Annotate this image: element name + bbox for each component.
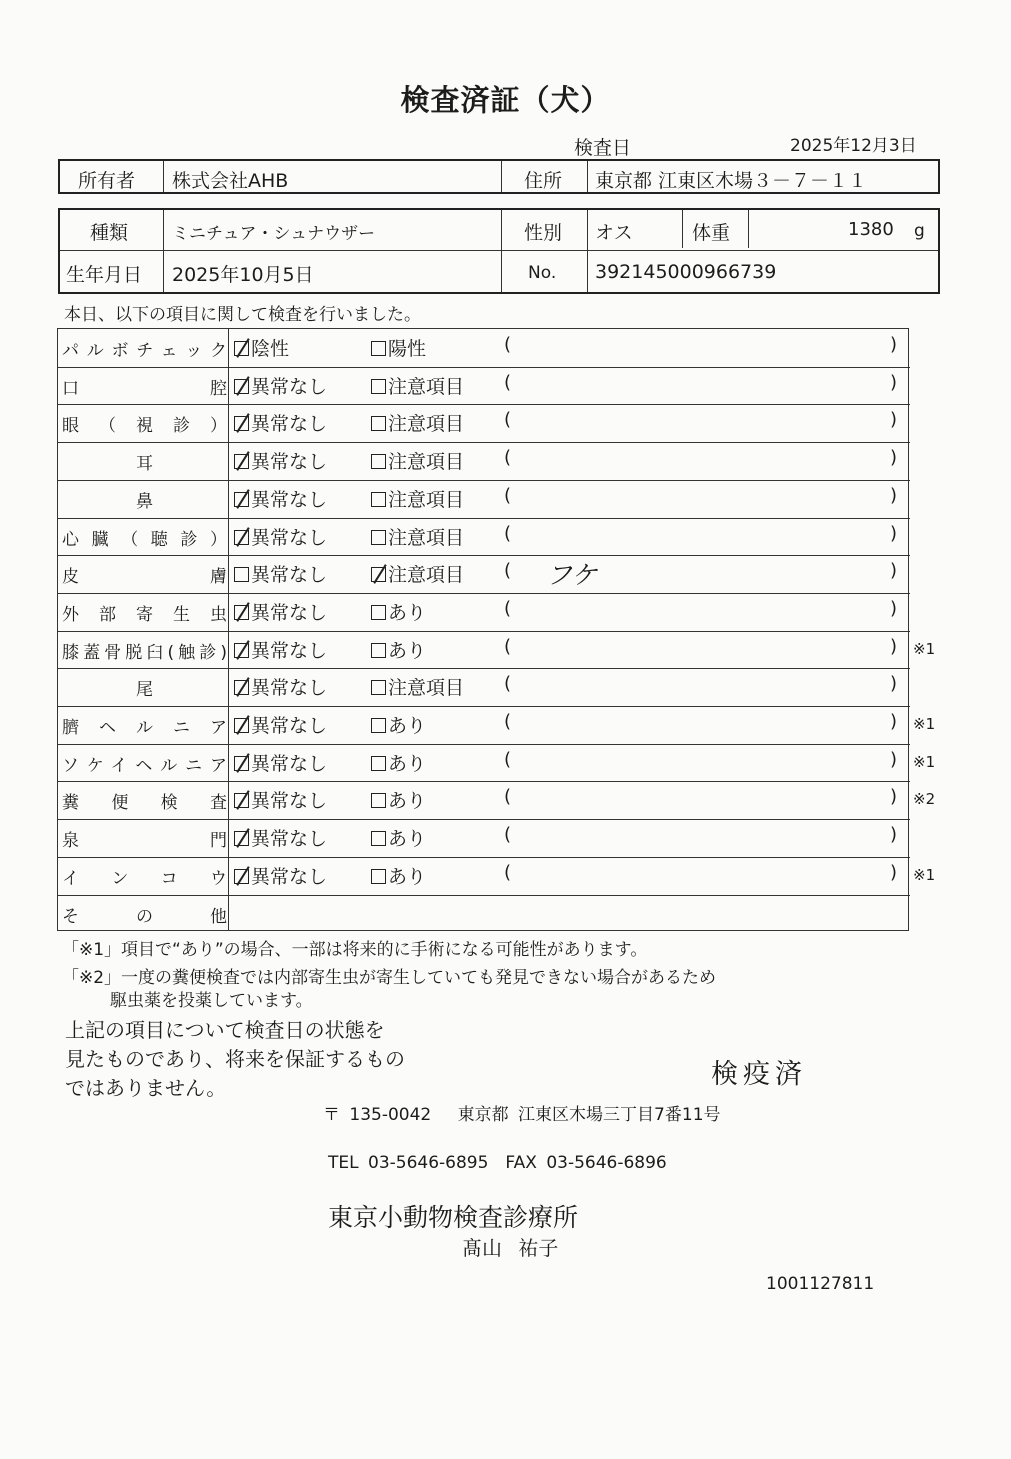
sex-label: 性別 <box>524 222 563 244</box>
option-normal <box>234 523 327 550</box>
option-normal <box>234 786 327 813</box>
footnote-2: 「※2」一度の糞便検査では内部寄生虫が寄生していても発見できない場合があるため <box>62 968 717 988</box>
checkbox-icon[interactable] <box>371 680 386 695</box>
disclaimer-line-2: 見たものであり、将来を保証するもの <box>65 1047 405 1071</box>
checkbox-icon[interactable] <box>371 793 386 808</box>
clinic-name: 東京小動物検査診療所 <box>328 1203 579 1232</box>
check-row <box>58 744 936 782</box>
check-row <box>58 668 910 706</box>
option-normal-label: 異常なし <box>251 715 328 737</box>
check-item-label: 臍ヘルニア <box>62 718 227 738</box>
option-normal-label: 異常なし <box>251 413 328 436</box>
option-normal <box>234 485 327 512</box>
quarantine-stamp: 検疫済 <box>711 1059 807 1090</box>
option-normal <box>234 560 327 587</box>
option-finding <box>371 409 464 436</box>
option-finding <box>371 673 464 700</box>
checkbox-icon[interactable] <box>234 643 249 658</box>
paren-open: ( <box>504 522 512 544</box>
paren-open: ( <box>504 635 512 657</box>
sex-value: オス <box>595 222 633 244</box>
checkbox-icon[interactable] <box>371 530 386 545</box>
option-normal <box>234 636 327 663</box>
checkbox-icon[interactable] <box>234 492 249 507</box>
checkbox-icon[interactable] <box>371 454 386 469</box>
option-normal-label: 異常なし <box>251 677 328 700</box>
weight-unit: g <box>914 221 925 241</box>
exam-date-value: 2025年12月3日 <box>790 136 917 156</box>
paren-close: ) <box>890 560 898 582</box>
owner-label: 所有者 <box>78 170 136 192</box>
checkbox-icon[interactable] <box>234 379 249 394</box>
handwritten-note: フケ <box>546 561 598 592</box>
footnote-1: 「※1」項目で“あり”の場合、一部は将来的に手術になる可能性があります。 <box>62 940 648 960</box>
option-finding-label: 注意項目 <box>388 413 465 436</box>
paren-open: ( <box>504 861 512 883</box>
check-row <box>58 367 910 405</box>
no-value: 392145000966739 <box>595 261 777 283</box>
kind-value: ミニチュア・シュナウザー <box>172 224 376 244</box>
owner-value: 株式会社AHB <box>172 170 289 192</box>
paren-close: ) <box>890 334 898 355</box>
option-finding-label: あり <box>388 790 427 813</box>
option-finding <box>371 334 426 361</box>
option-finding <box>371 749 426 776</box>
check-item-label: 外部寄生虫 <box>62 604 227 625</box>
checkbox-icon[interactable] <box>234 718 249 733</box>
check-row <box>58 631 936 669</box>
weight-label: 体重 <box>692 222 731 244</box>
check-item-label: 膝蓋骨脱臼(触診) <box>62 642 227 663</box>
option-normal-label: 異常なし <box>251 865 328 888</box>
paren-close: ) <box>890 597 898 619</box>
option-normal <box>234 824 327 851</box>
pet-info-box <box>58 208 940 294</box>
paren-open: ( <box>504 597 512 619</box>
footnote-2-cont: 駆虫薬を投薬しています。 <box>110 991 313 1011</box>
option-normal <box>234 673 327 700</box>
paren-close: ) <box>890 786 898 808</box>
check-item-label: 糞便検査 <box>62 793 227 814</box>
option-finding <box>371 636 426 663</box>
owner-box <box>58 159 940 194</box>
option-finding-label: 注意項目 <box>388 451 465 474</box>
clinic-tel-fax: TEL 03-5646-6895 FAX 03-5646-6896 <box>328 1153 667 1173</box>
check-item-label: パルボチェック <box>62 341 227 361</box>
option-finding-label: あり <box>388 752 427 775</box>
paren-close: ) <box>890 371 898 393</box>
option-finding-label: あり <box>388 828 427 851</box>
paren-close: ) <box>890 635 898 657</box>
kind-label: 種類 <box>90 222 129 244</box>
check-item-label: 口腔 <box>62 378 227 399</box>
paren-close: ) <box>890 861 898 883</box>
check-row <box>58 781 936 819</box>
paren-close: ) <box>890 522 898 544</box>
option-normal-label: 異常なし <box>251 790 328 813</box>
option-normal <box>234 334 289 361</box>
option-finding-label: 注意項目 <box>388 564 465 587</box>
checkbox-icon[interactable] <box>371 379 386 394</box>
checkbox-icon[interactable] <box>234 869 249 884</box>
check-row <box>58 706 936 744</box>
checkbox-icon[interactable] <box>234 756 249 771</box>
check-row <box>58 329 910 367</box>
option-finding-label: あり <box>388 639 427 662</box>
check-row <box>58 555 910 593</box>
option-normal <box>234 711 327 738</box>
disclaimer-line-1: 上記の項目について検査日の状態を <box>65 1018 385 1042</box>
option-finding <box>371 447 464 474</box>
birth-label: 生年月日 <box>66 264 143 286</box>
option-finding-label: あり <box>388 601 427 624</box>
paren-open: ( <box>504 334 512 355</box>
birth-value: 2025年10月5日 <box>172 264 314 286</box>
option-normal-label: 異常なし <box>251 601 328 624</box>
check-item-label: 皮膚 <box>62 567 227 588</box>
option-normal <box>234 372 327 399</box>
checkbox-icon[interactable] <box>234 416 249 431</box>
option-normal <box>234 447 327 474</box>
option-finding-label: 注意項目 <box>388 375 465 398</box>
option-normal <box>234 862 327 889</box>
paren-close: ) <box>890 673 898 695</box>
option-normal-label: 異常なし <box>251 526 328 549</box>
option-normal-label: 異常なし <box>251 752 328 775</box>
option-finding <box>371 485 464 512</box>
option-finding <box>371 560 464 587</box>
address-label: 住所 <box>524 170 563 192</box>
paren-open: ( <box>504 447 512 469</box>
address-value: 東京都 江東区木場３－７－１１ <box>595 170 868 192</box>
clinic-person: 髙山 祐子 <box>462 1236 559 1260</box>
document-title: 検査済証（犬） <box>400 83 611 117</box>
check-item-label: 眼（視診） <box>62 416 227 437</box>
checkbox-icon[interactable] <box>234 605 249 620</box>
checkbox-icon[interactable] <box>371 341 386 356</box>
option-finding <box>371 862 426 889</box>
option-normal <box>234 749 327 776</box>
serial-number: 1001127811 <box>766 1274 875 1294</box>
option-finding <box>371 598 426 625</box>
option-finding-label: 注意項目 <box>388 488 465 511</box>
footnote-ref: ※1 <box>913 752 936 771</box>
checkbox-icon[interactable] <box>234 680 249 695</box>
check-row <box>58 593 910 631</box>
check-item-label: その他 <box>62 906 227 927</box>
paren-close: ) <box>890 447 898 469</box>
checkbox-icon[interactable] <box>234 567 249 582</box>
paren-close: ) <box>890 409 898 431</box>
paren-open: ( <box>504 409 512 431</box>
option-finding <box>371 372 464 399</box>
option-normal <box>234 598 327 625</box>
option-finding-label: 注意項目 <box>388 526 465 549</box>
paren-close: ) <box>890 711 898 732</box>
checkbox-icon[interactable] <box>371 416 386 431</box>
option-normal-label: 異常なし <box>251 564 328 587</box>
option-finding-label: あり <box>388 865 427 888</box>
checkbox-icon[interactable] <box>371 756 386 771</box>
check-row <box>58 518 910 556</box>
paren-close: ) <box>890 484 898 506</box>
checkbox-icon[interactable] <box>371 567 386 582</box>
intro-text: 本日、以下の項目に関して検査を行いました。 <box>64 305 421 325</box>
checkbox-icon[interactable] <box>371 492 386 507</box>
disclaimer <box>65 1016 405 1103</box>
no-label: No. <box>528 263 557 283</box>
check-item-label: インコウ <box>62 868 227 889</box>
weight-value: 1380 <box>848 219 894 240</box>
check-item-label: ソケイヘルニア <box>62 755 227 776</box>
footnote-ref: ※1 <box>913 715 936 733</box>
paren-open: ( <box>504 711 512 732</box>
option-finding-label: 陽性 <box>388 338 427 360</box>
option-normal-label: 異常なし <box>251 375 328 398</box>
footnote-ref: ※1 <box>913 865 936 884</box>
checkbox-icon[interactable] <box>371 718 386 733</box>
paren-close: ) <box>890 824 898 846</box>
paren-open: ( <box>504 824 512 846</box>
checkbox-icon[interactable] <box>371 831 386 846</box>
option-finding-label: あり <box>388 715 427 737</box>
check-item-label: 耳 <box>136 454 153 475</box>
option-finding-label: 注意項目 <box>388 677 465 700</box>
check-row <box>58 480 910 518</box>
paren-open: ( <box>504 484 512 506</box>
paren-open: ( <box>504 748 512 770</box>
disclaimer-line-3: ではありません。 <box>65 1076 227 1100</box>
option-normal-label: 異常なし <box>251 828 328 851</box>
option-normal <box>234 409 327 436</box>
check-row <box>58 857 936 895</box>
checkbox-icon[interactable] <box>234 454 249 469</box>
check-item-label: 心臓（聴診） <box>62 529 227 550</box>
option-finding <box>371 711 426 738</box>
check-item-label: 泉門 <box>62 831 227 852</box>
check-row <box>58 442 910 480</box>
check-row <box>58 404 910 442</box>
footnote-ref: ※1 <box>913 639 936 658</box>
option-normal-label: 異常なし <box>251 639 328 662</box>
clinic-address: 〒 135-0042 東京都 江東区木場三丁目7番11号 <box>323 1105 721 1125</box>
checkbox-icon[interactable] <box>371 869 386 884</box>
footnote-ref: ※2 <box>913 790 936 809</box>
option-finding <box>371 523 464 550</box>
checkbox-icon[interactable] <box>234 530 249 545</box>
paren-open: ( <box>504 786 512 808</box>
check-row <box>58 895 910 933</box>
checkbox-icon[interactable] <box>371 643 386 658</box>
paren-open: ( <box>504 560 512 582</box>
checkbox-icon[interactable] <box>371 605 386 620</box>
paren-open: ( <box>504 673 512 695</box>
check-item-label: 尾 <box>136 680 153 701</box>
check-item-label: 鼻 <box>136 491 153 512</box>
option-normal-label: 異常なし <box>251 488 328 511</box>
checkbox-icon[interactable] <box>234 831 249 846</box>
checkbox-icon[interactable] <box>234 793 249 808</box>
exam-date-label: 検査日 <box>574 137 632 159</box>
option-normal-label: 陰性 <box>251 338 290 360</box>
option-finding <box>371 786 426 813</box>
paren-close: ) <box>890 748 898 770</box>
check-table <box>57 328 936 931</box>
paren-open: ( <box>504 371 512 393</box>
check-row <box>58 819 910 857</box>
option-normal-label: 異常なし <box>251 451 328 474</box>
option-finding <box>371 824 426 851</box>
checkbox-icon[interactable] <box>234 341 249 356</box>
